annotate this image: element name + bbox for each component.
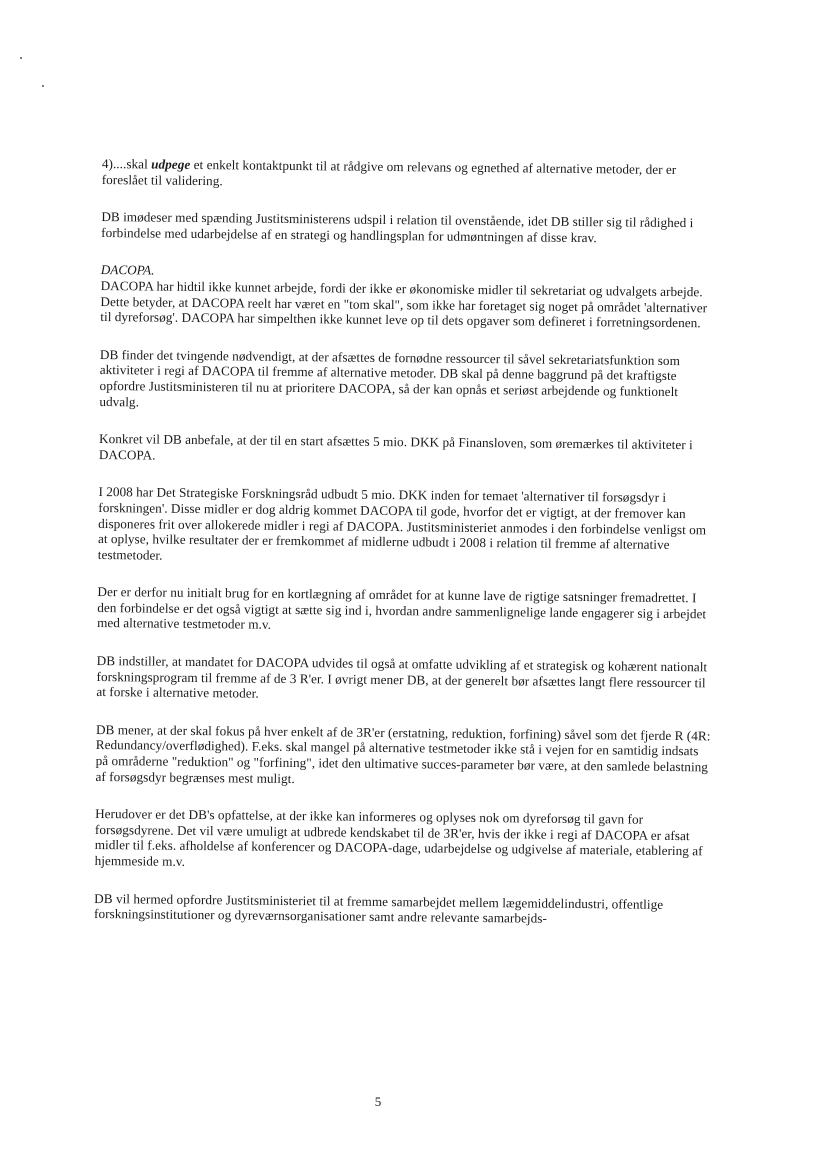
paragraph-dacopa-status: DACOPA har hidtil ikke kunnet arbejde, fordi der ikke er økonomiske midler til sekretariat og udvalgets arbejde. Dette betyder, at DACOPA reelt har været en "tom skal", som ikke har foretaget sig noget på området 'alternativer til dyreforsøg'. DACOPA har simpelthen ikke kunnet leve op til dets opgaver som defineret i forretningsordenen. — [100, 277, 708, 331]
scan-speck — [42, 85, 44, 87]
scan-speck — [20, 57, 22, 59]
section-heading-dacopa: DACOPA. — [100, 262, 155, 278]
paragraph-item-4 — [102, 156, 720, 194]
paragraph-resources: DB finder det tvingende nødvendigt, at der afsættes de fornødne ressourcer til såvel sekretariatsfunktion som aktiviteter i regi af DACOPA til fremme af alternative metoder. DB skal på denne baggrund på det kraftigste opfordre Justitsministeren til nu at prioritere DACOPA, så der kan opnås et seriøst arbejdende og funktionelt udvalg. — [99, 346, 681, 409]
document-body — [94, 156, 720, 950]
paragraph-research-council: I 2008 har Det Strategiske Forskningsråd udbudt 5 mio. DKK inden for temaet 'alternativer til forsøgsdyr i forskningen'. Disse midler er dog aldrig kommet DACOPA til gode, hvorfor det er vigtigt, at der fremover kan disponeres frit over allokerede midler i regi af DACOPA. Justitsministeriet anmodes i den forbindelse venligst om at oplyse, hvilke resultater der er fremkommet af midlerne udbudt i 2008 i relation til fremme af alternative testmetoder. — [97, 484, 707, 563]
paragraph-text: et enkelt kontaktpunkt til at rådgive om relevans og egnethed af alternative metoder, der er foreslået til validering. — [101, 156, 677, 188]
page-number: 5 — [374, 1094, 382, 1109]
paragraph-information: Herudover er det DB's opfattelse, at der ikke kan informeres og oplyses nok om dyreforsøg til gavn for forsøgsdyrene. Det vil være umuligt at udbrede kendskabet til de 3R'er, hvis der ikke i regi af DACOPA er afsat midler til f.eks. afholdelse af konferencer og DACOPA-dage, udarbejdelse og udgivelse af materiale, etablering af hjemmeside m.v. — [94, 806, 703, 869]
paragraph-cooperation: DB vil hermed opfordre Justitsministeriet til at fremme samarbejdet mellem lægemiddelindustri, offentlige forskningsinstitutioner og dyreværnsorganisationer samt andre relevante samarbejds- — [93, 890, 664, 926]
emphasis-udpege: udpege — [151, 156, 191, 172]
paragraph-finance: Konkret vil DB anbefale, at der til en start afsættes 5 mio. DKK på Finansloven, som øremærkes til aktiviteter i DACOPA. — [98, 431, 693, 463]
paragraph-text: 4)....skal — [101, 156, 152, 172]
paragraph-strategy: DB imødeser med spænding Justitsministerens udspil i relation til ovenstående, idet DB stiller sig til rådighed i forbindelse med udarbejdelse af en strategi og handlingsplan for udmøntningen af disse krav. — [101, 209, 694, 245]
paragraph-mapping: Der er derfor nu initialt brug for en kortlægning af området for at kunne lave de rigtige satsninger fremadrettet. I den forbindelse er det også vigtigt at sætte sig ind i, hvordan andre sammenlignelige lande engagerer sig i arbejdet med alternative testmetoder m.v. — [97, 584, 707, 633]
paragraph-3r: DB mener, at der skal fokus på hver enkelt af de 3R'er (erstatning, reduktion, forfining) såvel som det fjerde R (4R: Redundancy/overflødighed). F.eks. skal mangel på alternative testmetoder ikke stå i vejen for en samtidig indsats på områderne "reduktion" og "forfining", idet den ultimative succes-parameter bør være, at den samlede belastning af forsøgsdyr begrænses mest muligt. — [95, 721, 711, 786]
paragraph-mandate: DB indstiller, at mandatet for DACOPA udvides til også at omfatte udvikling af et strategisk og kohærent nationalt forskningsprogram til fremme af de 3 R'er. I øvrigt mener DB, at der generelt bør afsættes langt flere ressourcer til at forske i alternative metoder. — [96, 653, 708, 701]
